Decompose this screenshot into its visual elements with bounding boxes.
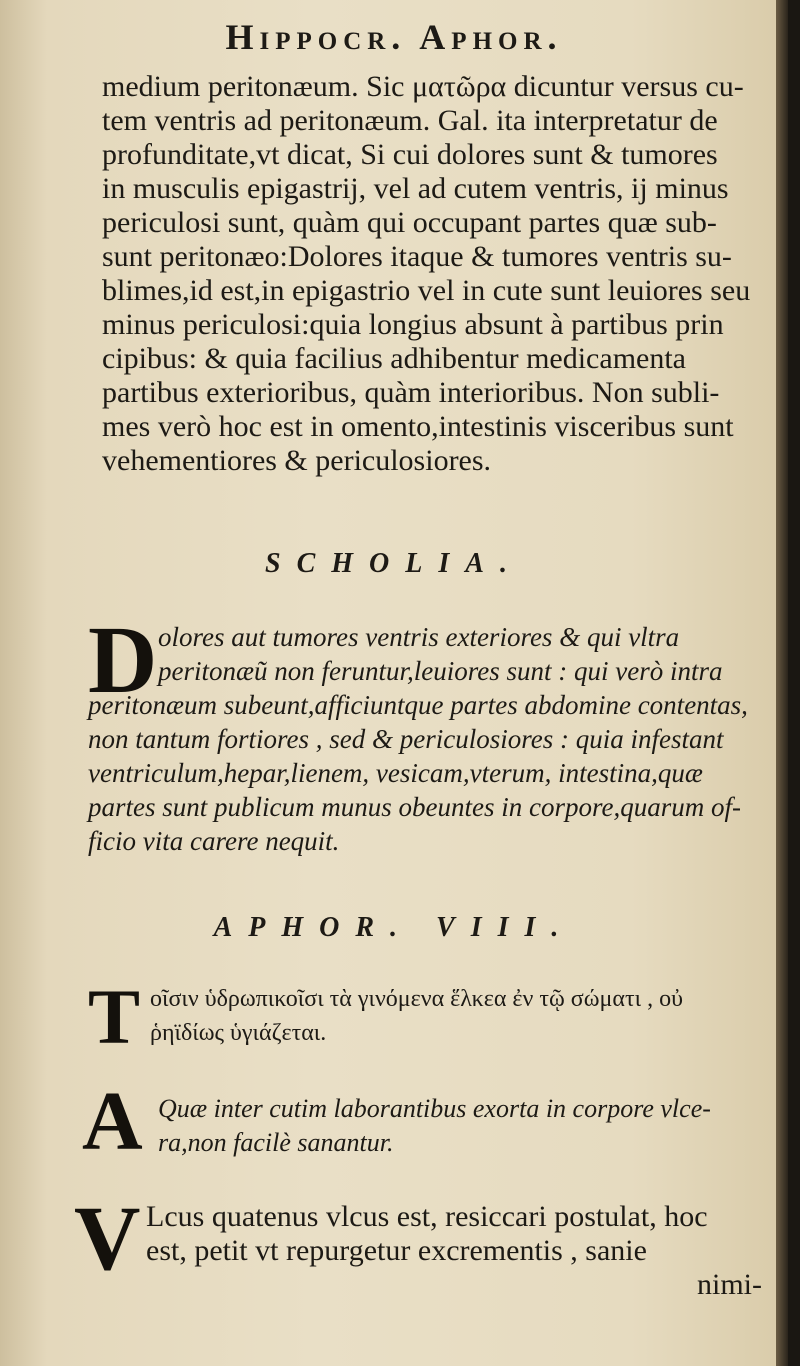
scholia-paragraph — [88, 620, 778, 858]
latin-aphorism — [158, 1092, 778, 1160]
text-line: est, petit vt repurgetur excrementis , sanie — [146, 1234, 647, 1267]
aphorism-heading: APHOR. VIII. — [213, 912, 575, 943]
text-line: tem ventris ad peritonæum. Gal. ita interpretatur de — [102, 104, 718, 137]
text-line: peritonæũ non feruntur,leuiores sunt : qui verò intra — [158, 656, 723, 686]
text-line: sunt peritonæo:Dolores itaque & tumores ventris su- — [102, 240, 732, 273]
text-line: ventriculum,hepar,lienem, vesicam,vterum, intestina,quæ — [88, 758, 703, 788]
text-line: ficio vita carere nequit. — [88, 826, 340, 856]
text-line: Quæ inter cutim laborantibus exorta in corpore vlce- — [158, 1094, 711, 1123]
drop-cap-v: V — [74, 1187, 141, 1289]
text-line: non tantum fortiores , sed & periculosiores : quia infestant — [88, 724, 724, 754]
scholia-heading: SCHOLIA. — [265, 548, 523, 579]
drop-cap-d: D — [88, 606, 158, 713]
text-line: partibus exterioribus, quàm interioribus. Non subli- — [102, 376, 720, 409]
text-line: οῖσιν ὑδρωπικοῖσι τὰ γινόμενα ἕλκεα ἐν τῷ σώματι , οὐ — [150, 986, 683, 1012]
text-line: ra,non facilè sanantur. — [158, 1128, 394, 1157]
text-line: olores aut tumores ventris exteriores & qui vltra — [158, 622, 680, 652]
text-line: profunditate,vt dicat, Si cui dolores sunt & tumores — [102, 138, 718, 171]
drop-cap-a: A — [82, 1075, 143, 1168]
text-line: minus periculosi:quia longius absunt à partibus prin — [102, 308, 724, 341]
text-line: partes sunt publicum munus obeuntes in corpore,quarum of- — [88, 792, 741, 822]
drop-cap-t: T — [88, 973, 141, 1060]
commentary-paragraph — [102, 70, 782, 478]
text-line: vehementiores & periculosiores. — [102, 444, 492, 477]
text-line: in musculis epigastrij, vel ad cutem ventris, ij minus — [102, 172, 729, 205]
text-line: ῥηϊδίως ὑγιάζεται. — [150, 1020, 327, 1046]
text-line: periculosi sunt, quàm qui occupant partes quæ sub- — [102, 206, 717, 239]
text-line: Lcus quatenus vlcus est, resiccari postulat, hoc — [146, 1200, 708, 1233]
text-line: peritonæum subeunt,afficiuntque partes abdomine contentas, — [88, 690, 748, 720]
text-line: mes verò hoc est in omento,intestinis visceribus sunt — [102, 410, 734, 443]
final-paragraph — [146, 1200, 782, 1302]
greek-aphorism — [150, 982, 780, 1050]
catchword: nimi- — [697, 1268, 762, 1301]
running-header: Hippocr. Aphor. — [225, 17, 563, 57]
text-line: medium peritonæum. Sic ματῶρα dicuntur versus cu- — [102, 70, 744, 103]
text-line: cipibus: & quia facilius adhibentur medicamenta — [102, 342, 686, 375]
text-line: blimes,id est,in epigastrio vel in cute sunt leuiores seu — [102, 274, 751, 307]
